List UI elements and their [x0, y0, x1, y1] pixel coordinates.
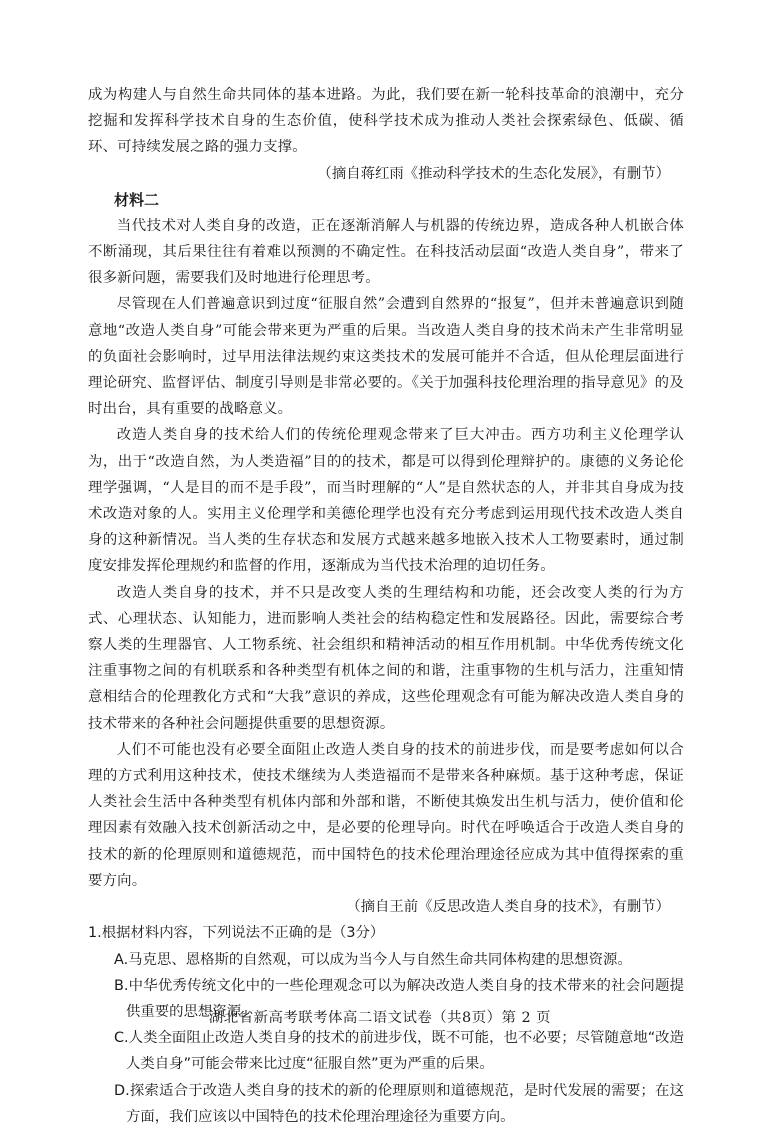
question-stem: 1.根据材料内容，下列说法不正确的是（3分） [88, 925, 385, 942]
material-paragraph: 改造人类自身的技术，并不只是改变人类的生理结构和功能，还会改变人类的行为方式、心理状态、认知能力，进而影响人类社会的结构稳定性和发展路径。因此，需要综合考察人类的生理器官、人工物系统、社会组织和精神活动的相互作用机制。中华优秀传统文化注重事物之间的有机联系和各种类型有机体之间的和谐，注重事物的生机与活力，注重知情意相结合的伦理教化方式和“大我”意识的养成，这些伦理观念有可能为解决改造人类自身的技术带来的各种社会问题提供重要的思想资源。 [88, 584, 684, 732]
material-source: （摘自王前《反思改造人类自身的技术》，有删节） [346, 899, 670, 916]
material-paragraph: 人们不可能也没有必要全面阻止改造人类自身的技术的前进步伐，而是要考虑如何以合理的方式利用这种技术，使技术继续为人类造福而不是带来各种麻烦。基于这种考虑，保证人类社会生活中各种类型有机体内部和外部和谐，不断使其焕发出生机与活力，使价值和伦理因素有效融入技术创新活动之中，是必要的伦理导向。时代在呼唤适合于改造人类自身的技术的新的伦理原则和道德规范，而中国特色的技术伦理治理途径应成为其中值得探索的重要方向。 [88, 741, 684, 889]
material-paragraph: 当代技术对人类自身的改造，正在逐渐消解人与机器的传统边界，造成各种人机嵌合体不断涌现，其后果往往有着难以预测的不确定性。在科技活动层面“改造人类自身”，带来了很多新问题，需要我们及时地进行伦理思考。 [88, 217, 684, 287]
page-footer: 湖北省新高考联考体高二语文试卷（共8页）第 2 页 [208, 1010, 552, 1026]
material-heading: 材料二 [114, 190, 160, 209]
option-text: D.探索适合于改造人类自身的技术的新的伦理原则和道德规范，是时代发展的需要；在这方面，我们应该以中国特色的技术伦理治理途径为重要方向。 [114, 1082, 684, 1125]
option-c [88, 1025, 684, 1077]
option-text: B.中华优秀传统文化中的一些伦理观念可以为解决改造人类自身的技术带来的社会问题提供重要的思想资源。 [114, 977, 684, 1020]
option-d [88, 1078, 684, 1130]
intro-paragraph: 成为构建人与自然生命共同体的基本进路。为此，我们要在新一轮科技革命的浪潮中，充分挖掘和发挥科学技术自身的生态价值，使科学技术成为推动人类社会探索绿色、低碳、循环、可持续发展之路的强力支撑。 [88, 87, 684, 156]
option-text: A.马克思、恩格斯的自然观，可以成为当今人与自然生命共同体构建的思想资源。 [114, 951, 632, 968]
material-paragraph: 尽管现在人们普遍意识到过度“征服自然”会遭到自然界的“报复”，但并未普遍意识到随意地“改造人类自身”可能会带来更为严重的后果。当改造人类自身的技术尚未产生非常明显的负面社会影响时，过早用法律法规约束这类技术的发展可能并不合适，但从伦理层面进行理论研究、监督评估、制度引导则是非常必要的。《关于加强科技伦理治理的指导意见》的及时出台，具有重要的战略意义。 [88, 296, 684, 418]
material-paragraph: 改造人类自身的技术给人们的传统伦理观念带来了巨大冲击。西方功利主义伦理学认为，出于“改造自然，为人类造福”目的的技术，都是可以得到伦理辩护的。康德的义务论伦理学强调，“人是目的而不是手段”，而当时理解的“人”是自然状态的人，并非其自身成为技术改造对象的人。实用主义伦理学和美德伦理学也没有充分考虑到运用现代技术改造人类自身的这种新情况。当人类的生存状态和发展方式越来越多地嵌入技术人工物要素时，通过制度安排发挥伦理规约和监督的作用，逐渐成为当代技术治理的迫切任务。 [88, 427, 684, 575]
option-text: C.人类全面阻止改造人类自身的技术的前进步伐，既不可能，也不必要；尽管随意地“改造人类自身”可能会带来比过度“征服自然”更为严重的后果。 [114, 1030, 684, 1073]
option-a [88, 947, 684, 973]
intro-source: （摘自蒋红雨《推动科学技术的生态化发展》，有删节） [317, 165, 670, 182]
page-body [88, 82, 684, 1130]
